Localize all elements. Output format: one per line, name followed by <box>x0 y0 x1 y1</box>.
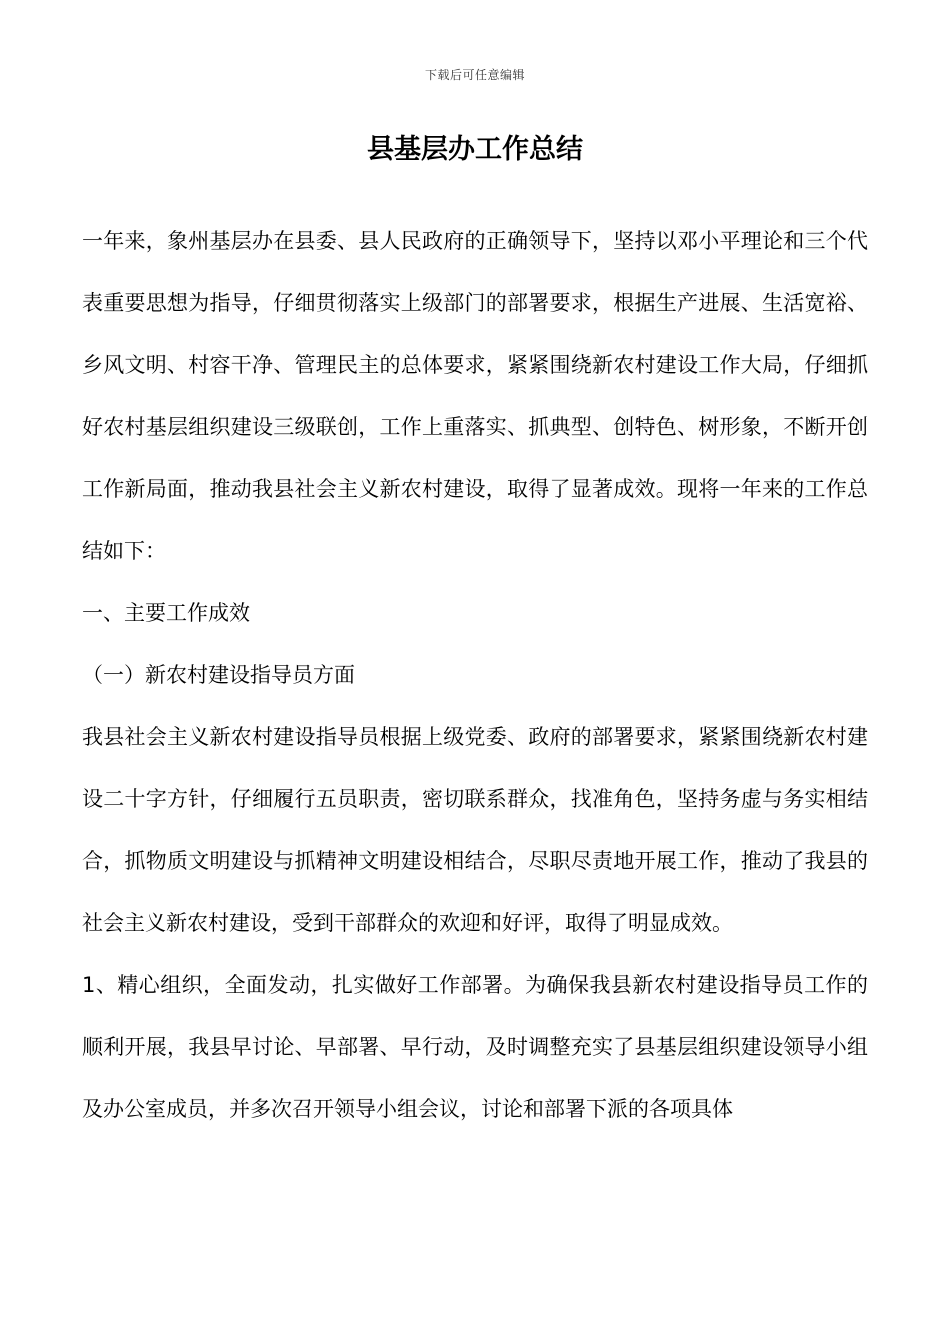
subsection-heading: （一）新农村建设指导员方面 <box>82 663 355 687</box>
document-body <box>82 210 868 1140</box>
paragraph-item-1: 1、精心组织，全面发动，扎实做好工作部署。为确保我县新农村建设指导员工作的顺利开展，我县早讨论、早部署、早行动，及时调整充实了县基层组织建设领导小组及办公室成员，并多次召开领导小组会议，讨论和部署下派的各项具体 <box>82 973 868 1121</box>
document-title: 县基层办工作总结 <box>367 134 583 165</box>
section-heading: 一、主要工作成效 <box>82 601 250 625</box>
paragraph-guide-overview: 我县社会主义新农村建设指导员根据上级党委、政府的部署要求，紧紧围绕新农村建设二十字方针，仔细履行五员职责，密切联系群众，找准角色，坚持务虚与务实相结合，抓物质文明建设与抓精神文明建设相结合，尽职尽责地开展工作，推动了我县的社会主义新农村建设，受到干部群众的欢迎和好评，取得了明显成效。 <box>82 725 868 935</box>
header-note: 下载后可任意编辑 <box>424 68 525 82</box>
paragraph-intro: 一年来，象州基层办在县委、县人民政府的正确领导下，坚持以邓小平理论和三个代表重要思想为指导，仔细贯彻落实上级部门的部署要求，根据生产进展、生活宽裕、乡风文明、村容干净、管理民主的总体要求，紧紧围绕新农村建设工作大局，仔细抓好农村基层组织建设三级联创，工作上重落实、抓典型、创特色、树形象，不断开创工作新局面，推动我县社会主义新农村建设，取得了显著成效。现将一年来的工作总结如下： <box>82 229 868 563</box>
